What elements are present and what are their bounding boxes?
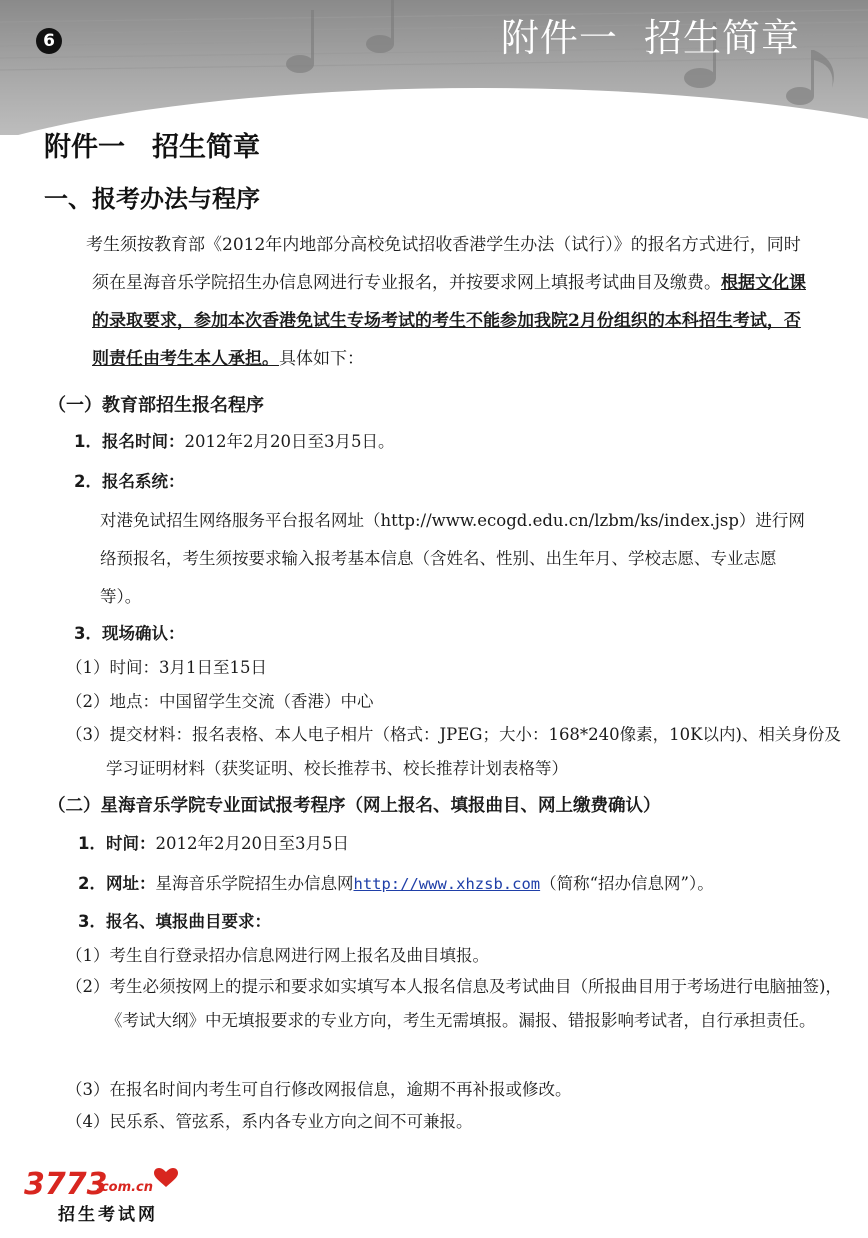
page-title: 附件一 招生简章 [44,132,260,163]
page-number-badge: 6 [36,28,62,54]
part2-url-prefix: 星海音乐学院招生办信息网 [155,874,354,893]
part2-url-suffix: （简称“招办信息网”）。 [540,874,714,893]
onsite-confirm-label: 3．现场确认： [74,624,185,643]
part2-requirements-label: 3．报名、填报曲目要求： [78,912,271,931]
intro-tail: 具体如下： [279,349,364,369]
intro-text: 考生须按教育部《2012年内地部分高校免试招收香港学生办法（试行）》的报名方式进行，同时须在星海音乐学院招生办信息网进行专业报名，并按要求网上填报考试曲目及缴费。 [86,235,801,293]
logo-domain: .com.cn [96,1180,154,1195]
intro-paragraph [86,226,812,378]
header-banner [0,0,868,135]
registration-time-value: 2012年2月20日至3月5日。 [184,432,395,451]
registration-time-label: 1．报名时间： [74,432,185,451]
confirm-item: （2）地点：中国留学生交流（香港）中心 [66,692,374,711]
requirement-item: （2）考生必须按网上的提示和要求如实填写本人报名信息及考试曲目（所报曲目用于考场进行电脑抽签)，《考试大纲》中无填报要求的专业方向，考生无需填报。漏报、错报影响考试者，自行承担责任。 [66,977,842,1030]
requirement-item: （4）民乐系、管弦系，系内各专业方向之间不可兼报。 [66,1112,473,1131]
website-link[interactable]: http://www.xhzsb.com [353,875,541,893]
part1-heading: （一）教育部招生报名程序 [48,395,264,416]
registration-time [74,428,394,456]
part2-time-value: 2012年2月20日至3月5日 [155,834,349,853]
requirement-item: （1）考生自行登录招办信息网进行网上报名及曲目填报。 [66,946,489,965]
intro-emphasis: 根据文化课的录取要求，参加本次香港免试生专场考试的考生不能参加我院2月份组织的本科招生考试，否则责任由考生本人承担。 [92,273,806,369]
logo-number: 3773 [24,1167,108,1202]
part2-heading: （二）星海音乐学院专业面试报考程序（网上报名、填报曲目、网上缴费确认） [48,796,661,816]
logo-tagline: 招生考试网 [58,1205,158,1225]
banner-title: 附件一 招生简章 [500,16,800,60]
part2-time-label: 1．时间： [78,834,156,853]
registration-system-label: 2．报名系统： [74,472,185,491]
part2-website [78,870,714,898]
part2-url-label: 2．网址： [78,874,156,893]
heart-icon [154,1168,178,1188]
requirement-item: （3）在报名时间内考生可自行修改网报信息，逾期不再补报或修改。 [66,1080,572,1099]
confirm-item: （3）提交材料：报名表格、本人电子相片（格式：JPEG；大小：168*240像素，10K以内)、相关身份及学习证明材料（获奖证明、校长推荐书、校长推荐计划表格等） [66,725,841,778]
registration-system-text: 对港免试招生网络服务平台报名网址（http://www.ecogd.edu.cn/lzbm/ks/index.jsp）进行网络预报名，考生须按要求输入报考基本信息（含姓名、性别、出生年月、学校志愿、专业志愿等）。 [100,511,805,606]
part2-time [78,830,349,858]
section-heading: 一、报考办法与程序 [44,185,260,213]
site-logo [24,1168,184,1230]
confirm-item: （1）时间：3月1日至15日 [66,658,267,677]
